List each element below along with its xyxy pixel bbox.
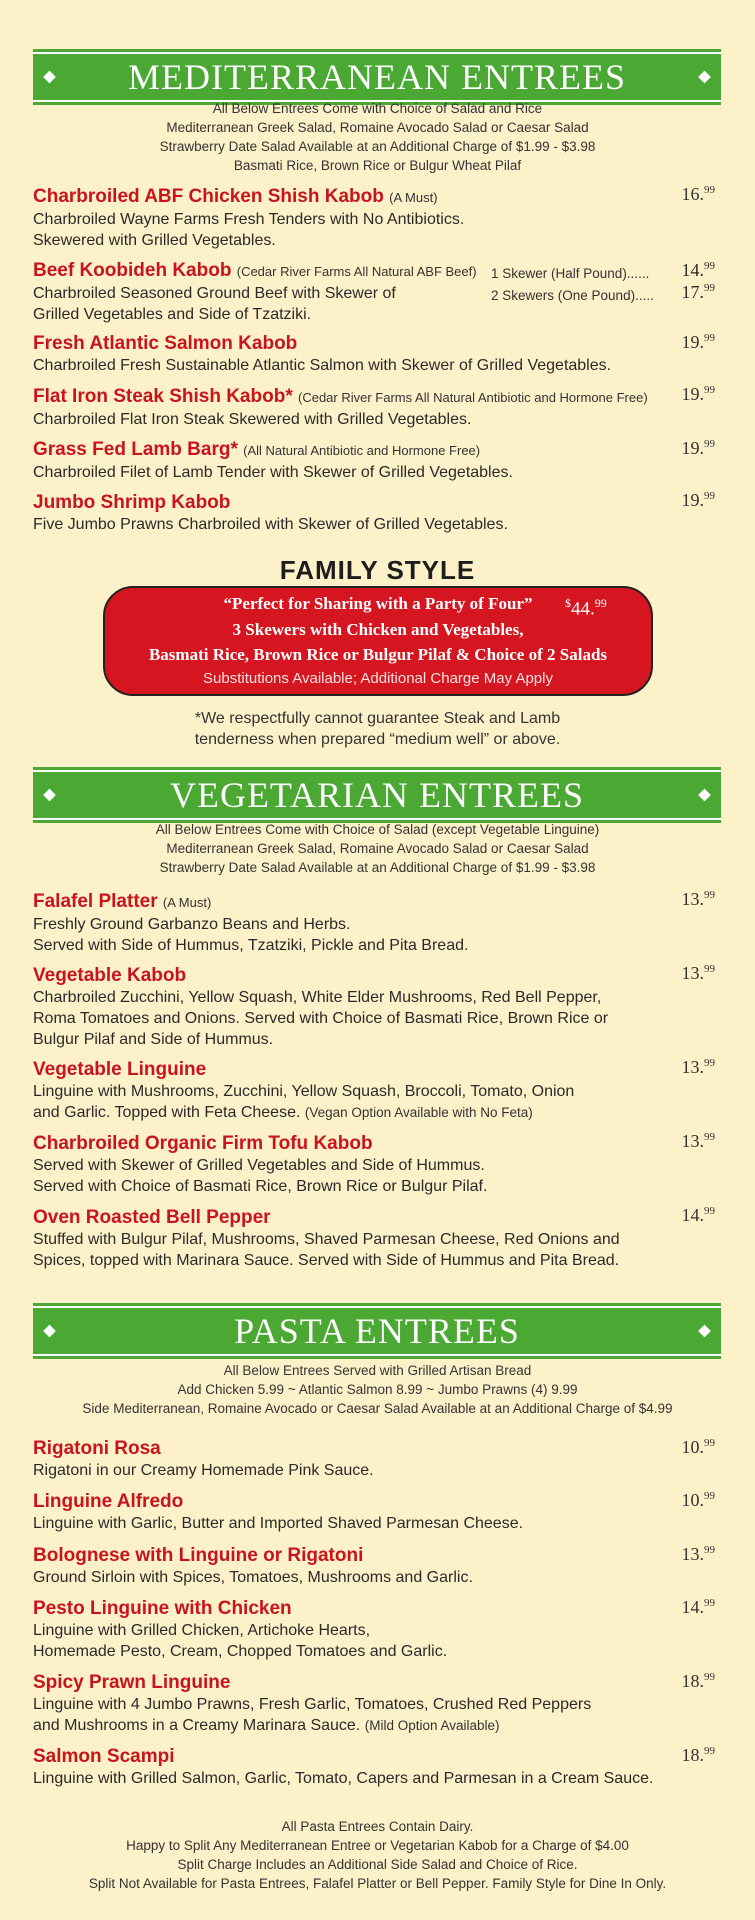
item-desc: Served with Side of Hummus, Tzatziki, Pickle and Pita Bread. — [33, 937, 469, 954]
item-name: Charbroiled Organic Firm Tofu Kabob — [33, 1133, 373, 1154]
diamond-icon — [43, 789, 56, 802]
item-name: Bolognese with Linguine or Rigatoni — [33, 1545, 364, 1566]
item-desc: Bulgur Pilaf and Side of Hummus. — [33, 1031, 274, 1048]
vegetarian-banner — [33, 770, 721, 820]
menu-item — [33, 891, 723, 956]
item-price: 18.99 — [681, 1745, 715, 1765]
diamond-icon — [698, 789, 711, 802]
item-price: 13.99 — [681, 963, 715, 983]
family-style-title: FAMILY STYLE — [279, 555, 476, 585]
item-desc: Skewered with Grilled Vegetables. — [33, 232, 276, 249]
item-desc: Linguine with Garlic, Butter and Imported Shaved Parmesan Cheese. — [33, 1515, 524, 1532]
menu-footer-notes: All Pasta Entrees Contain Dairy. Happy to Split Any Mediterranean Entree or Vegetarian Kabob for a Charge of $4.00 Split Charge Includes an Additional Side Salad and Choice of Rice. Split Not Available for Pasta Entrees, Falafel Platter or Bell Pepper. Family Style for Dine In Only. — [88, 1819, 667, 1891]
vegetarian-intro: All Below Entrees Come with Choice of Salad (except Vegetable Linguine) Mediterranean Greek Salad, Romaine Avocado Salad or Caesar Salad Strawberry Date Salad Available at an Additional Charge of $1.99 - $3.98 — [155, 822, 600, 875]
family-line: Substitutions Available; Additional Charge May Apply — [203, 670, 553, 687]
item-name: Oven Roasted Bell Pepper — [33, 1207, 271, 1228]
item-name: Jumbo Shrimp Kabob — [33, 492, 231, 513]
item-name: Vegetable Kabob — [33, 965, 187, 986]
diamond-icon — [43, 71, 56, 84]
item-desc: Linguine with 4 Jumbo Prawns, Fresh Garlic, Tomatoes, Crushed Red Peppers — [33, 1696, 592, 1713]
item-desc: Charbroiled Fresh Sustainable Atlantic Salmon with Skewer of Grilled Vegetables. — [33, 357, 612, 374]
item-desc: Linguine with Mushrooms, Zucchini, Yellow Squash, Broccoli, Tomato, Onion — [33, 1083, 575, 1100]
menu-item — [33, 1438, 723, 1481]
item-name: Flat Iron Steak Shish Kabob* — [33, 386, 293, 407]
item-name: Vegetable Linguine — [33, 1059, 207, 1080]
item-desc: Charbroiled Seasoned Ground Beef with Skewer of — [33, 285, 396, 302]
item-note: (A Must) — [162, 895, 212, 910]
item-name: Rigatoni Rosa — [33, 1438, 161, 1459]
menu-item — [33, 1598, 723, 1662]
diamond-icon — [698, 1325, 711, 1338]
family-style-box — [103, 586, 653, 696]
skewer-option: 2 Skewers (One Pound)..... — [491, 288, 654, 303]
diamond-icon — [43, 1325, 56, 1338]
item-desc: Spices, topped with Marinara Sauce. Served with Side of Hummus and Pita Bread. — [33, 1252, 620, 1269]
item-price: 13.99 — [681, 1544, 715, 1564]
item-name: Salmon Scampi — [33, 1746, 175, 1767]
item-desc: Stuffed with Bulgur Pilaf, Mushrooms, Shaved Parmesan Cheese, Red Onions and — [33, 1231, 620, 1248]
item-desc: Five Jumbo Prawns Charbroiled with Skewer of Grilled Vegetables. — [33, 516, 508, 533]
family-line: “Perfect for Sharing with a Party of Four” — [223, 594, 533, 613]
item-price: 18.99 — [681, 1671, 715, 1691]
menu-item — [33, 439, 723, 483]
item-name: Beef Koobideh Kabob — [33, 260, 232, 281]
item-desc: Ground Sirloin with Spices, Tomatoes, Mushrooms and Garlic. — [33, 1569, 473, 1586]
item-price: 19.99 — [681, 438, 715, 458]
family-price: $44.99 — [565, 596, 607, 620]
menu-item — [33, 1545, 723, 1588]
item-note: (Vegan Option Available with No Feta) — [304, 1105, 533, 1120]
item-price: 10.99 — [681, 1490, 715, 1510]
item-desc: Charbroiled Zucchini, Yellow Squash, White Elder Mushrooms, Red Bell Pepper, — [33, 989, 602, 1006]
item-price: 19.99 — [681, 332, 715, 352]
item-name: Pesto Linguine with Chicken — [33, 1598, 292, 1619]
item-note: (A Must) — [389, 190, 438, 205]
item-price: 13.99 — [681, 1131, 715, 1151]
menu-item — [33, 333, 723, 376]
item-price: 13.99 — [681, 1057, 715, 1077]
item-price: 14.99 — [681, 1205, 715, 1225]
item-desc: Served with Skewer of Grilled Vegetables and Side of Hummus. — [33, 1157, 485, 1174]
item-note: (Mild Option Available) — [364, 1718, 500, 1733]
menu-item — [33, 492, 723, 535]
item-price: 10.99 — [681, 1437, 715, 1457]
item-price: 14.99 — [681, 260, 715, 280]
item-desc: and Mushrooms in a Creamy Marinara Sauce. — [33, 1717, 361, 1734]
item-note: (Cedar River Farms All Natural ABF Beef) — [236, 264, 477, 279]
menu-item — [33, 1207, 723, 1271]
item-name: Spicy Prawn Linguine — [33, 1672, 231, 1693]
doneness-disclaimer: *We respectfully cannot guarantee Steak and Lamb tenderness when prepared “medium well” or above. — [194, 710, 561, 748]
family-line: 3 Skewers with Chicken and Vegetables, — [232, 620, 524, 639]
item-name: Fresh Atlantic Salmon Kabob — [33, 333, 298, 354]
item-price: 19.99 — [681, 490, 715, 510]
item-price: 17.99 — [681, 282, 715, 302]
item-desc: Freshly Ground Garbanzo Beans and Herbs. — [33, 916, 351, 933]
diamond-icon — [698, 71, 711, 84]
section-title: VEGETARIAN ENTREES — [169, 775, 585, 815]
section-title: PASTA ENTREES — [234, 1311, 520, 1351]
item-name: Charbroiled ABF Chicken Shish Kabob — [33, 186, 384, 207]
menu-item — [33, 965, 723, 1050]
item-note: (All Natural Antibiotic and Hormone Free) — [243, 443, 481, 458]
item-price: 13.99 — [681, 889, 715, 909]
pasta-intro: All Below Entrees Served with Grilled Artisan Bread Add Chicken 5.99 ~ Atlantic Salmon 8.99 ~ Jumbo Prawns (4) 9.99 Side Mediterranean, Romaine Avocado or Caesar Salad Available at an Additional Charge of $4.99 — [82, 1363, 673, 1416]
item-price: 16.99 — [681, 184, 715, 204]
menu-item — [33, 1672, 723, 1736]
item-price: 14.99 — [681, 1597, 715, 1617]
item-desc: Grilled Vegetables and Side of Tzatziki. — [33, 306, 312, 323]
item-desc: Roma Tomatoes and Onions. Served with Choice of Basmati Rice, Brown Rice or — [33, 1010, 609, 1027]
item-desc: Linguine with Grilled Chicken, Artichoke Hearts, — [33, 1622, 371, 1639]
item-desc: Charbroiled Filet of Lamb Tender with Skewer of Grilled Vegetables. — [33, 464, 513, 481]
item-desc: Charbroiled Flat Iron Steak Skewered with Grilled Vegetables. — [33, 411, 472, 428]
pasta-banner — [33, 1306, 721, 1356]
menu-item — [33, 1746, 723, 1789]
menu-item — [33, 1491, 723, 1534]
item-name: Falafel Platter — [33, 891, 158, 912]
menu-item — [33, 186, 723, 251]
item-desc: Linguine with Grilled Salmon, Garlic, Tomato, Capers and Parmesan in a Cream Sauce. — [33, 1770, 654, 1787]
item-name: Grass Fed Lamb Barg* — [33, 439, 238, 460]
item-name: Linguine Alfredo — [33, 1491, 184, 1512]
item-desc: Charbroiled Wayne Farms Fresh Tenders with No Antibiotics. — [33, 211, 465, 228]
item-note: (Cedar River Farms All Natural Antibiotic and Hormone Free) — [298, 390, 648, 405]
mediterranean-banner — [33, 52, 721, 102]
menu-item — [33, 386, 723, 430]
menu-item — [33, 1133, 723, 1197]
skewer-option: 1 Skewer (Half Pound)...... — [491, 266, 650, 281]
section-title: MEDITERRANEAN ENTREES — [128, 57, 626, 97]
mediterranean-intro: All Below Entrees Come with Choice of Salad and Rice Mediterranean Greek Salad, Romaine Avocado Salad or Caesar Salad Strawberry Date Salad Available at an Additional Charge of $1.99 - $3.98 Basmati Rice, Brown Rice or Bulgur Wheat Pilaf — [159, 101, 596, 173]
menu-item — [33, 1059, 723, 1123]
item-desc: Homemade Pesto, Cream, Chopped Tomatoes and Garlic. — [33, 1643, 448, 1660]
family-line: Basmati Rice, Brown Rice or Bulgur Pilaf & Choice of 2 Salads — [148, 645, 608, 664]
item-desc: and Garlic. Topped with Feta Cheese. — [33, 1104, 301, 1121]
item-desc: Rigatoni in our Creamy Homemade Pink Sauce. — [33, 1462, 374, 1479]
item-price: 19.99 — [681, 384, 715, 404]
item-desc: Served with Choice of Basmati Rice, Brown Rice or Bulgur Pilaf. — [33, 1178, 488, 1195]
